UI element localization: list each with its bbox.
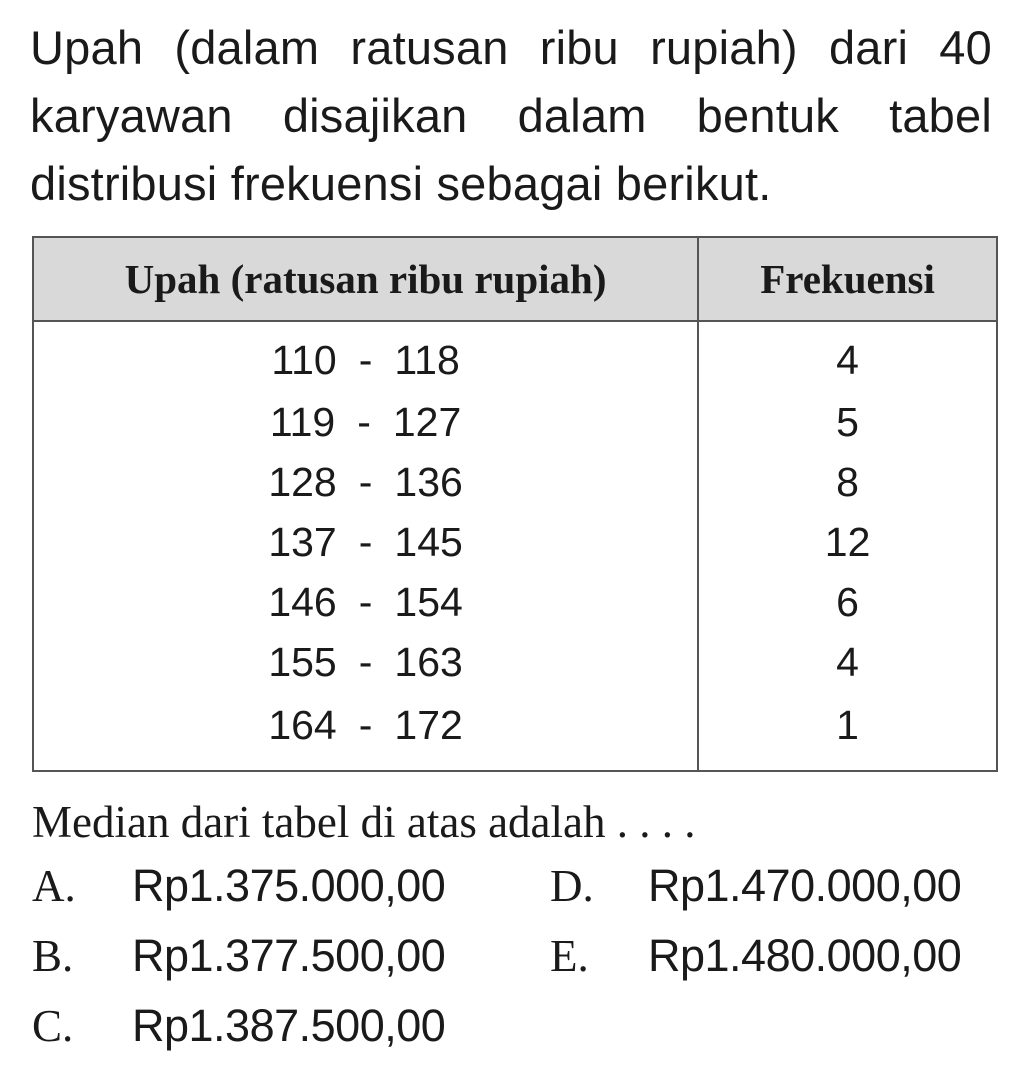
frequency-cell: 4 <box>836 638 859 685</box>
header-upah: Upah (ratusan ribu rupiah) <box>33 237 698 321</box>
range-cell <box>33 392 698 452</box>
option-text: Rp1.387.500,00 <box>132 1000 446 1051</box>
range-lower: 119 <box>269 398 336 445</box>
table-row <box>33 392 997 452</box>
frequency-cell: 6 <box>836 578 859 625</box>
option-letter: A. <box>32 861 76 911</box>
range-cell <box>33 632 698 692</box>
range-lower: 155 <box>268 638 337 685</box>
question-text: Median dari tabel di atas adalah . . . . <box>32 797 696 847</box>
range-dash: - <box>358 518 373 565</box>
range-lower: 137 <box>268 518 337 565</box>
range-upper: 118 <box>394 336 460 383</box>
option-text: Rp1.470.000,00 <box>648 860 962 911</box>
table-row <box>33 692 997 771</box>
table-row <box>33 321 997 392</box>
option-text: Rp1.377.500,00 <box>132 930 446 981</box>
frequency-cell: 5 <box>836 398 859 445</box>
frequency-cell: 8 <box>836 458 859 505</box>
table-row <box>33 512 997 572</box>
range-dash: - <box>358 638 373 685</box>
range-upper: 163 <box>394 638 463 685</box>
option-letter: D. <box>550 861 594 911</box>
table-header-row <box>33 237 997 321</box>
range-cell <box>33 692 698 771</box>
header-frekuensi: Frekuensi <box>698 237 997 321</box>
option-c[interactable] <box>32 996 445 1056</box>
option-letter: B. <box>32 931 74 981</box>
range-lower: 164 <box>268 701 337 748</box>
range-dash: - <box>358 578 373 625</box>
problem-intro: Upah (dalam ratusan ribu rupiah) dari 40 karyawan disajikan dalam bentuk tabel distribusi frekuensi sebagai berikut. <box>30 21 992 210</box>
option-text: Rp1.375.000,00 <box>132 860 446 911</box>
frequency-cell: 1 <box>836 701 859 748</box>
range-cell <box>33 572 698 632</box>
range-upper: 172 <box>394 701 463 748</box>
option-b[interactable] <box>32 926 445 986</box>
range-cell <box>33 512 698 572</box>
range-lower: 110 <box>271 336 337 383</box>
range-cell <box>33 321 698 392</box>
frequency-table <box>32 236 998 772</box>
range-dash: - <box>357 398 371 445</box>
range-dash: - <box>358 701 373 748</box>
table-row <box>33 572 997 632</box>
range-upper: 127 <box>392 398 462 445</box>
option-letter: E. <box>550 931 589 981</box>
frequency-cell: 12 <box>824 518 871 565</box>
option-a[interactable] <box>32 856 445 916</box>
range-dash: - <box>358 458 373 505</box>
range-upper: 136 <box>394 458 463 505</box>
option-letter: C. <box>32 1001 74 1051</box>
range-cell <box>33 452 698 512</box>
option-text: Rp1.480.000,00 <box>648 930 962 981</box>
range-lower: 146 <box>268 578 337 625</box>
table-row <box>33 632 997 692</box>
range-lower: 128 <box>268 458 337 505</box>
option-d[interactable] <box>550 856 961 916</box>
table-row <box>33 452 997 512</box>
range-upper: 154 <box>394 578 463 625</box>
range-dash: - <box>358 336 373 383</box>
range-upper: 145 <box>394 518 463 565</box>
option-e[interactable] <box>550 926 961 986</box>
frequency-cell: 4 <box>836 336 859 383</box>
